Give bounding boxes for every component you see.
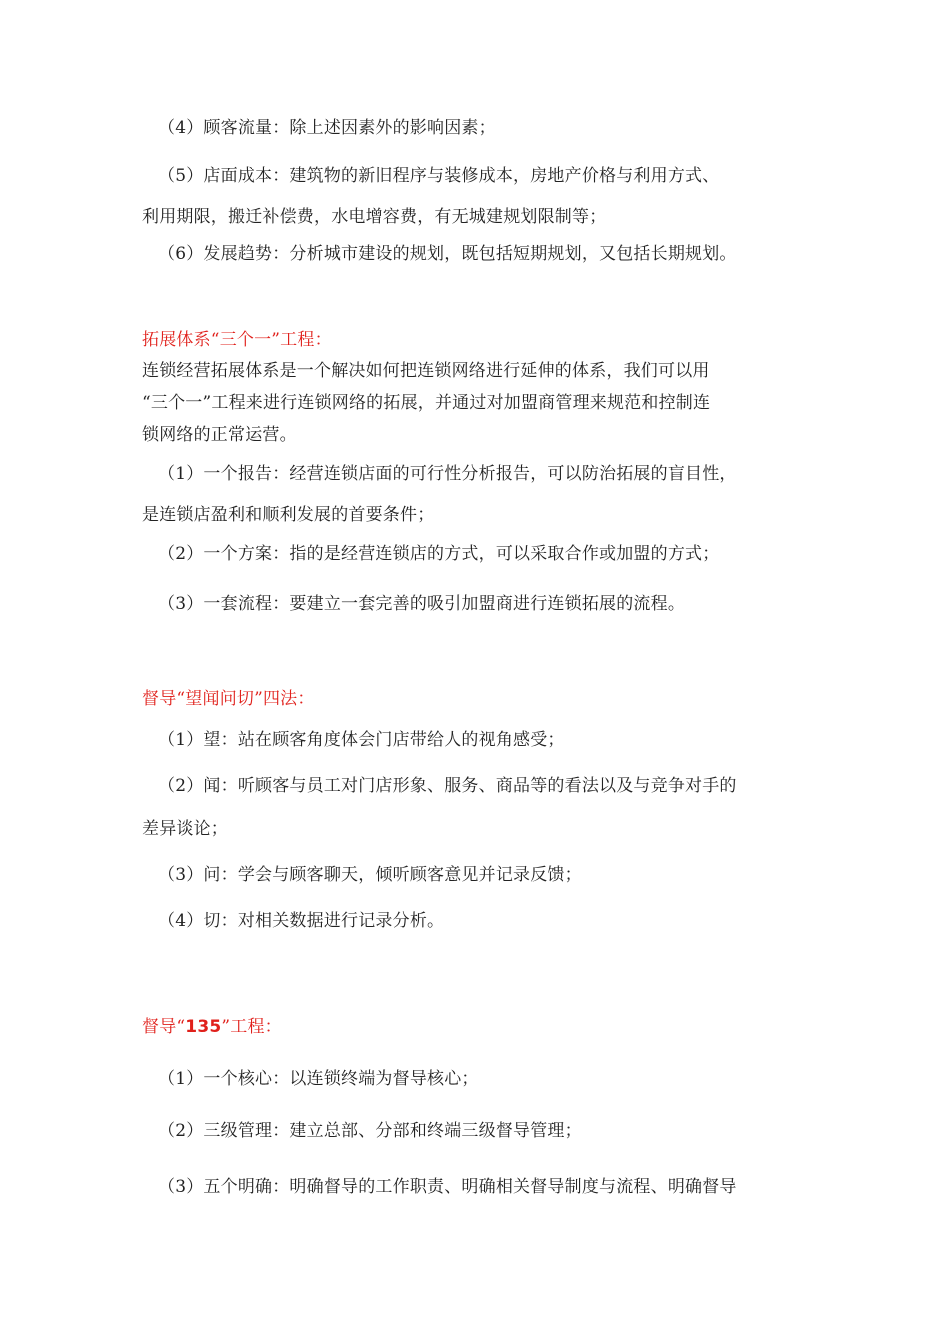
heading-prefix: 督导“ [142, 1017, 186, 1037]
supervision-core-item: （1）一个核心：以连锁终端为督导核心； [158, 1069, 479, 1089]
supervision-five-clarity-item: （3）五个明确：明确督导的工作职责、明确相关督导制度与流程、明确督导 [158, 1177, 737, 1197]
development-trend-item: （6）发展趋势：分析城市建设的规划，既包括短期规划，又包括长期规划。 [158, 244, 737, 264]
expansion-intro-line2: “三个一”工程来进行连锁网络的拓展，并通过对加盟商管理来规范和控制连 [142, 393, 711, 413]
expansion-heading: 拓展体系“三个一”工程： [142, 330, 332, 350]
supervision-analyze-item: （4）切：对相关数据进行记录分析。 [158, 911, 445, 931]
supervision-ask-item: （3）问：学会与顾客聊天，倾听顾客意见并记录反馈； [158, 865, 582, 885]
expansion-intro-line1: 连锁经营拓展体系是一个解决如何把连锁网络进行延伸的体系，我们可以用 [142, 361, 710, 381]
supervision-three-level-item: （2）三级管理：建立总部、分部和终端三级督导管理； [158, 1121, 582, 1141]
expansion-intro-line3: 锁网络的正常运营。 [142, 425, 297, 445]
heading-suffix: ”工程： [221, 1017, 282, 1037]
expansion-report-item-cont: 是连锁店盈利和顺利发展的首要条件； [142, 505, 435, 525]
customer-flow-item: （4）顾客流量：除上述因素外的影响因素； [158, 118, 496, 138]
supervision-listen-item: （2）闻：听顾客与员工对门店形象、服务、商品等的看法以及与竞争对手的 [158, 776, 737, 796]
supervision-135-heading [142, 1016, 282, 1038]
supervision-listen-item-cont: 差异谈论； [142, 819, 228, 839]
expansion-report-item: （1）一个报告：经营连锁店面的可行性分析报告，可以防治拓展的盲目性， [158, 464, 737, 484]
store-cost-item-cont: 利用期限，搬迁补偿费，水电增容费，有无城建规划限制等； [142, 207, 607, 227]
supervision-look-item: （1）望：站在顾客角度体会门店带给人的视角感受； [158, 730, 565, 750]
expansion-process-item: （3）一套流程：要建立一套完善的吸引加盟商进行连锁拓展的流程。 [158, 594, 686, 614]
heading-number: 135 [185, 1017, 222, 1037]
supervision-four-methods-heading: 督导“望闻问切”四法： [142, 689, 315, 709]
expansion-plan-item: （2）一个方案：指的是经营连锁店的方式，可以采取合作或加盟的方式； [158, 544, 720, 564]
store-cost-item: （5）店面成本：建筑物的新旧程序与装修成本，房地产价格与利用方式、 [158, 166, 720, 186]
